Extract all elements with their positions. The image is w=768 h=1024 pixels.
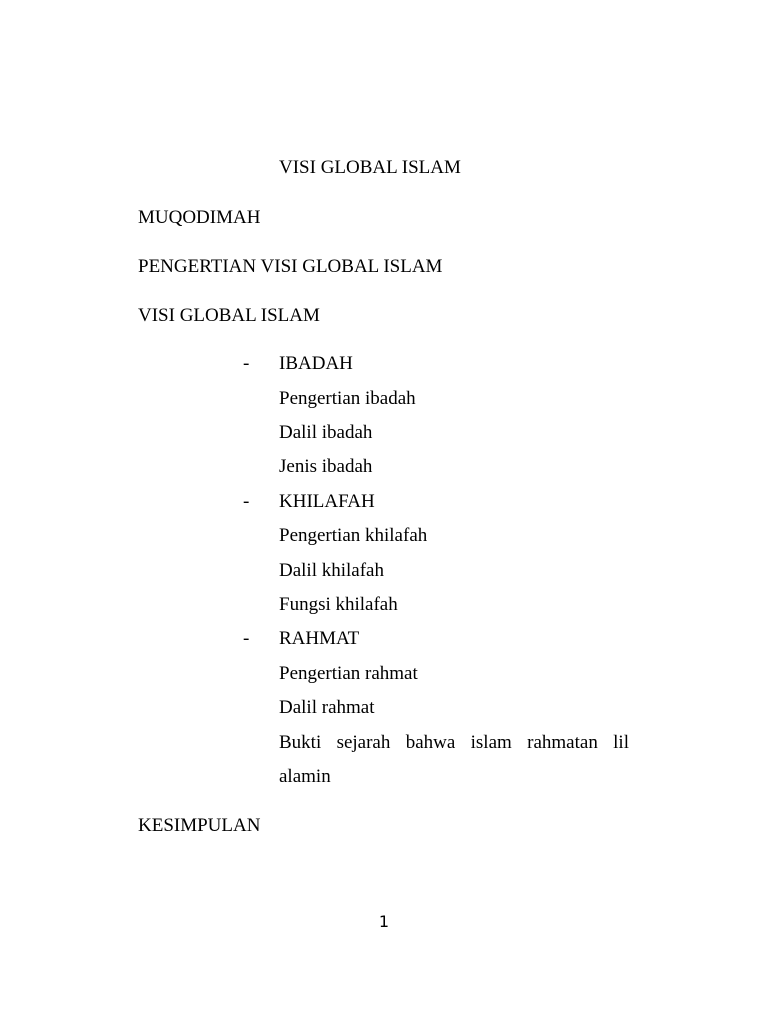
outline-item: Pengertian rahmat [279, 663, 418, 684]
outline-item: Dalil khilafah [279, 560, 384, 581]
outline-item: Dalil rahmat [279, 697, 375, 718]
section-heading: KHILAFAH [279, 491, 375, 512]
outline-item-long-line2: alamin [279, 766, 331, 787]
bullet-dash: - [243, 491, 250, 512]
page-number: 1 [378, 912, 390, 931]
bullet-dash: - [243, 353, 250, 374]
heading-visi-global-islam: VISI GLOBAL ISLAM [138, 305, 320, 326]
section-heading: RAHMAT [279, 628, 360, 649]
document-title: VISI GLOBAL ISLAM [279, 157, 461, 178]
outline-item: Pengertian khilafah [279, 525, 428, 546]
bullet-dash: - [243, 628, 250, 649]
outline-item-long-line1: Bukti sejarah bahwa islam rahmatan lil [279, 732, 629, 753]
heading-pengertian: PENGERTIAN VISI GLOBAL ISLAM [138, 256, 443, 277]
section-heading: IBADAH [279, 353, 353, 374]
outline-item: Fungsi khilafah [279, 594, 398, 615]
outline-item: Pengertian ibadah [279, 388, 416, 409]
outline-item: Jenis ibadah [279, 456, 373, 477]
heading-muqodimah: MUQODIMAH [138, 207, 261, 228]
outline-item: Dalil ibadah [279, 422, 373, 443]
heading-kesimpulan: KESIMPULAN [138, 815, 261, 836]
